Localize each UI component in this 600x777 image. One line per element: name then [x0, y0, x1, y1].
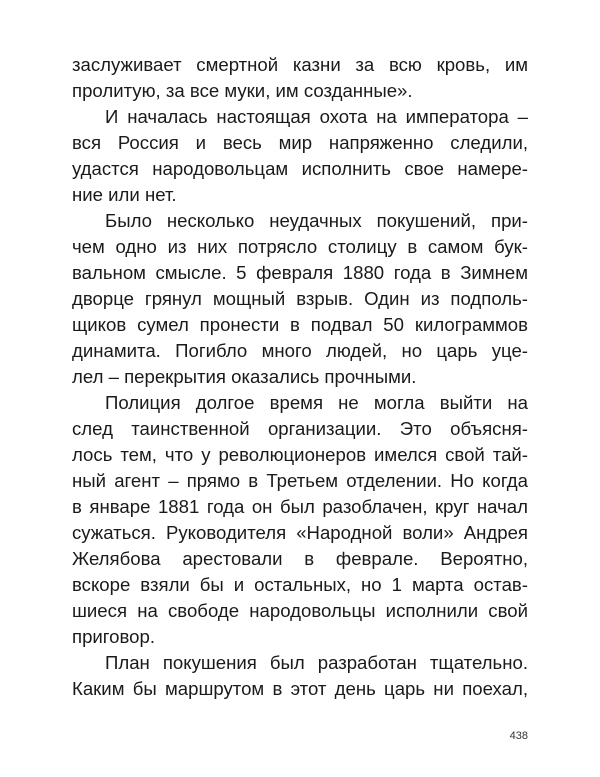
text-line: шиеся на свободе народовольцы исполнили свой: [72, 600, 528, 621]
text-line: приговор.: [72, 626, 156, 647]
text-line: дворце грянул мощный взрыв. Один из подполь-: [72, 288, 528, 309]
text-line: заслуживает смертной казни за всю кровь, им: [72, 54, 528, 75]
text-line: вскоре взяли бы и остальных, но 1 марта остав-: [72, 574, 528, 595]
text-line: Было несколько неудачных покушений, при-: [105, 210, 528, 231]
text-line: чем одно из них потрясло столицу в самом бук-: [72, 236, 528, 257]
text-line: в январе 1881 года он был разоблачен, круг начал: [72, 496, 528, 517]
text-line: План покушения был разработан тщательно.: [105, 652, 528, 673]
text-line: динамита. Погибло много людей, но царь уце-: [72, 340, 528, 361]
text-line: ный агент – прямо в Третьем отделении. Но когда: [72, 470, 528, 491]
body-text: [72, 52, 528, 702]
text-line: пролитую, за все муки, им созданные».: [72, 80, 413, 101]
text-line: лось тем, что у революционеров имелся свой тай-: [72, 444, 528, 465]
text-line: Полиция долгое время не могла выйти на: [105, 392, 528, 413]
text-line: удастся народовольцам исполнить свое намере-: [72, 158, 528, 179]
text-line: сужаться. Руководителя «Народной воли» Андрея: [72, 522, 528, 543]
text-line: щиков сумел пронести в подвал 50 килограммов: [72, 314, 528, 335]
text-line: Желябова арестовали в феврале. Вероятно,: [72, 548, 528, 569]
text-line: след таинственной организации. Это объясня-: [72, 418, 528, 439]
text-line: вся Россия и весь мир напряженно следили,: [72, 132, 528, 153]
text-line: И началась настоящая охота на императора –: [105, 106, 528, 127]
text-line: ние или нет.: [72, 184, 177, 205]
page-number: 438: [509, 730, 528, 742]
text-line: Каким бы маршрутом в этот день царь ни поехал,: [72, 678, 528, 699]
text-line: вальном смысле. 5 февраля 1880 года в Зимнем: [72, 262, 528, 283]
text-line: лел – перекрытия оказались прочными.: [72, 366, 417, 387]
